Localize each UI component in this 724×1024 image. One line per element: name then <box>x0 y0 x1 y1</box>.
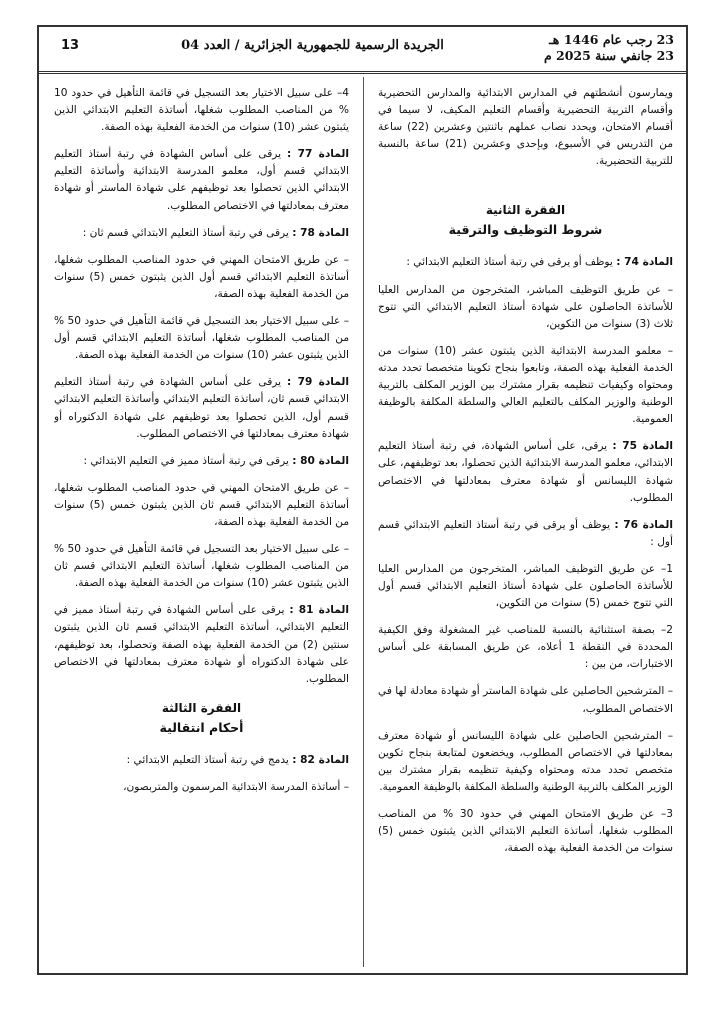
paragraph: 3– عن طريق الامتحان المهني في حدود 30 % من المناصب المطلوب شغلها، أساتذة التعليم الابتدائي الذين يثبتون خمس (5) سنوات من الخدمة الفعلية بهذه الصفة، <box>378 808 673 855</box>
paragraph: – المترشحين الحاصلين على شهادة الليسانس أو شهادة معترف بمعادلتها في الاختصاص المطلوب، ويخضعون لمتابعة بنجاح تكوين متخصص تحدد مدته ومحتواه وكيفية تنظيمه بقرار مشترك بين الوزير المكلف بالتربية الوطنية والسلطة المكلفة بالوظيفة العمومية. <box>378 729 673 793</box>
article-text: يرقى في رتبة أستاذ مميز في التعليم الابتدائي : <box>83 454 289 467</box>
article-label: المادة 74 : <box>616 256 673 269</box>
article-82 <box>54 752 349 769</box>
article-text: يرقى على أساس الشهادة في رتبة أستاذ مميز في التعليم الابتدائي، أساتذة التعليم الابتدائي قسم ثان الذين يثبتون سنتين (2) من الخدمة الفعلية بهذه الصفة وتحصلوا، بعد توظيفهم، على شهادة الدكتوراه أو شهادة معترف بمعادلتها في الاختصاص المطلوب. <box>54 604 349 685</box>
section-subtitle: أحكام انتقالية <box>159 719 244 735</box>
article-76 <box>378 517 673 551</box>
article-label: المادة 76 : <box>614 518 673 531</box>
article-text: يوظف أو يرقى في رتبة أستاذ التعليم الابتدائي قسم أول : <box>378 518 673 548</box>
page-frame <box>37 25 688 975</box>
gregorian-date: 23 جانفي سنة 2025 م <box>543 48 674 63</box>
paragraph: 2– بصفة استثنائية بالنسبة للمناصب غير المشغولة وفق الكيفية المحددة في النقطة 1 أعلاه، عن طريق المسابقة على أساس الاختبارات، من بين : <box>378 624 673 671</box>
article-text: يدمج في رتبة أستاذ التعليم الابتدائي : <box>126 753 289 766</box>
article-text: يرقى في رتبة أستاذ التعليم الابتدائي قسم ثان : <box>82 226 289 239</box>
article-77 <box>54 146 349 214</box>
intro-paragraph: ويمارسون أنشطتهم في المدارس الابتدائية والمدارس التحضيرية وأقسام التربية التحضيرية وأقسام التعليم المكيف، لا سيما في أقسام الامتحان، ويحدد نصاب عملهم باثنتين وعشرين (22) ساعة من التدريس في الأسبوع، وبإحدى وعشرين (21) ساعة بالنسبة للتربية التحضيرية. <box>378 87 673 168</box>
issue-date <box>544 32 674 64</box>
right-column <box>378 85 673 965</box>
article-label: المادة 80 : <box>292 454 349 467</box>
paragraph: – المترشحين الحاصلين على شهادة الماستر أو شهادة معادلة لها في الاختصاص المطلوب، <box>378 685 673 715</box>
article-74 <box>378 254 673 271</box>
article-label: المادة 78 : <box>292 226 349 239</box>
paragraph: – على سبيل الاختيار بعد التسجيل في قائمة التأهيل في حدود 50 % من المناصب المطلوب شغلها، أساتذة التعليم الابتدائي قسم ثان الذين يثبتون عشر (10) سنوات من الخدمة الفعلية بهذه الصفة. <box>54 543 349 590</box>
article-label: المادة 82 : <box>292 753 349 766</box>
article-78 <box>54 225 349 242</box>
paragraph: – عن طريق التوظيف المباشر، المتخرجون من المدارس العليا للأساتذة الحاصلون على شهادة أستاذ التعليم الابتدائي التي تتوج ثلاث (3) سنوات من التكوين، <box>378 283 673 330</box>
article-text: يرقى على أساس الشهادة في رتبة أستاذ التعليم الابتدائي قسم ثان، أساتذة التعليم الابتدائي وأساتذة التعليم الابتدائي قسم أول، الذين تحصلوا بعد توظيفهم على شهادة الدكتوراه أو شهادة معترف بمعادلتها في الاختصاص المطلوب. <box>54 376 349 440</box>
paragraph: 4– على سبيل الاختيار بعد التسجيل في قائمة التأهيل في حدود 10 % من المناصب المطلوب شغلها، أساتذة التعليم الابتدائي الذين يثبتون عشر (10) سنوات من الخدمة الفعلية بهذه الصفة. <box>54 87 349 134</box>
page-number: 13 <box>61 38 80 53</box>
article-label: المادة 79 : <box>287 376 349 389</box>
paragraph: – أساتذة المدرسة الابتدائية المرسمون والمتربصون، <box>123 780 349 793</box>
article-75 <box>378 438 673 506</box>
hijri-date: 23 رجب عام 1446 هـ <box>549 32 674 47</box>
article-80 <box>54 453 349 470</box>
article-text: يوظف أو يرقى في رتبة أستاذ التعليم الابتدائي : <box>406 256 613 269</box>
paragraph: – عن طريق الامتحان المهني في حدود المناصب المطلوب شغلها، أساتذة التعليم الابتدائي قسم أول الذين يثبتون خمس (5) سنوات من الخدمة الفعلية بهذه الصفة، <box>54 253 349 300</box>
gazette-title: الجريدة الرسمية للجمهورية الجزائرية / العدد 04 <box>181 38 444 53</box>
paragraph: 1– عن طريق التوظيف المباشر، المتخرجون من المدارس العليا للأساتذة الحاصلون على شهادة أستاذ التعليم الابتدائي قسم أول التي تتوج خمس (5) سنوات من التكوين، <box>378 562 673 610</box>
article-79 <box>54 374 349 442</box>
section-title: الفقرة الثانية <box>485 203 566 218</box>
paragraph: – على سبيل الاختيار بعد التسجيل في قائمة التأهيل في حدود 50 % من المناصب المطلوب شغلها، أساتذة التعليم الابتدائي قسم أول الذين يثبتون عشر (10) سنوات من الخدمة الفعلية بهذه الصفة. <box>54 315 349 362</box>
section-subtitle: شروط التوظيف والترقية <box>448 222 603 238</box>
section-title: الفقرة الثالثة <box>161 700 242 715</box>
article-label: المادة 77 : <box>287 148 349 161</box>
paragraph: – معلمو المدرسة الابتدائية الذين يثبتون عشر (10) سنوات من الخدمة الفعلية بهذه الصفة، وتابعوا بنجاح تكوينا متخصصا تحدد مدته ومحتواه وكيفيات تنظيمه بقرار مشترك بين الوزير المكلف بالتربية الوطنية والوزير المكلف بالتعليم العالي والسلطة المكلفة بالوظيفة العمومية. <box>378 344 673 426</box>
article-81 <box>54 602 349 687</box>
article-text: يرقى على أساس الشهادة في رتبة أستاذ التعليم الابتدائي قسم أول، معلمو المدرسة الابتدائية وأساتذة التعليم الابتدائي الذين تحصلوا بعد توظيفهم على شهادة الماستر أو شهادة معترف بمعادلتها في الاختصاص المطلوب. <box>54 148 349 212</box>
paragraph: – عن طريق الامتحان المهني في حدود المناصب المطلوب شغلها، أساتذة التعليم الابتدائي قسم ثان الذين يثبتون خمس (5) سنوات من الخدمة الفعلية بهذه الصفة، <box>54 481 349 528</box>
article-label: المادة 81 : <box>289 604 349 617</box>
left-column <box>54 85 349 965</box>
page-header <box>39 27 686 74</box>
column-divider <box>363 77 364 967</box>
article-text: يرقى، على أساس الشهادة، في رتبة أستاذ التعليم الابتدائي، معلمو المدرسة الابتدائية الذين تحصلوا، بعد توظيفهم، على شهادة الليسانس أو شهادة معترف بمعادلتها في الاختصاص المطلوب. <box>378 440 673 504</box>
article-label: المادة 75 : <box>612 440 673 453</box>
